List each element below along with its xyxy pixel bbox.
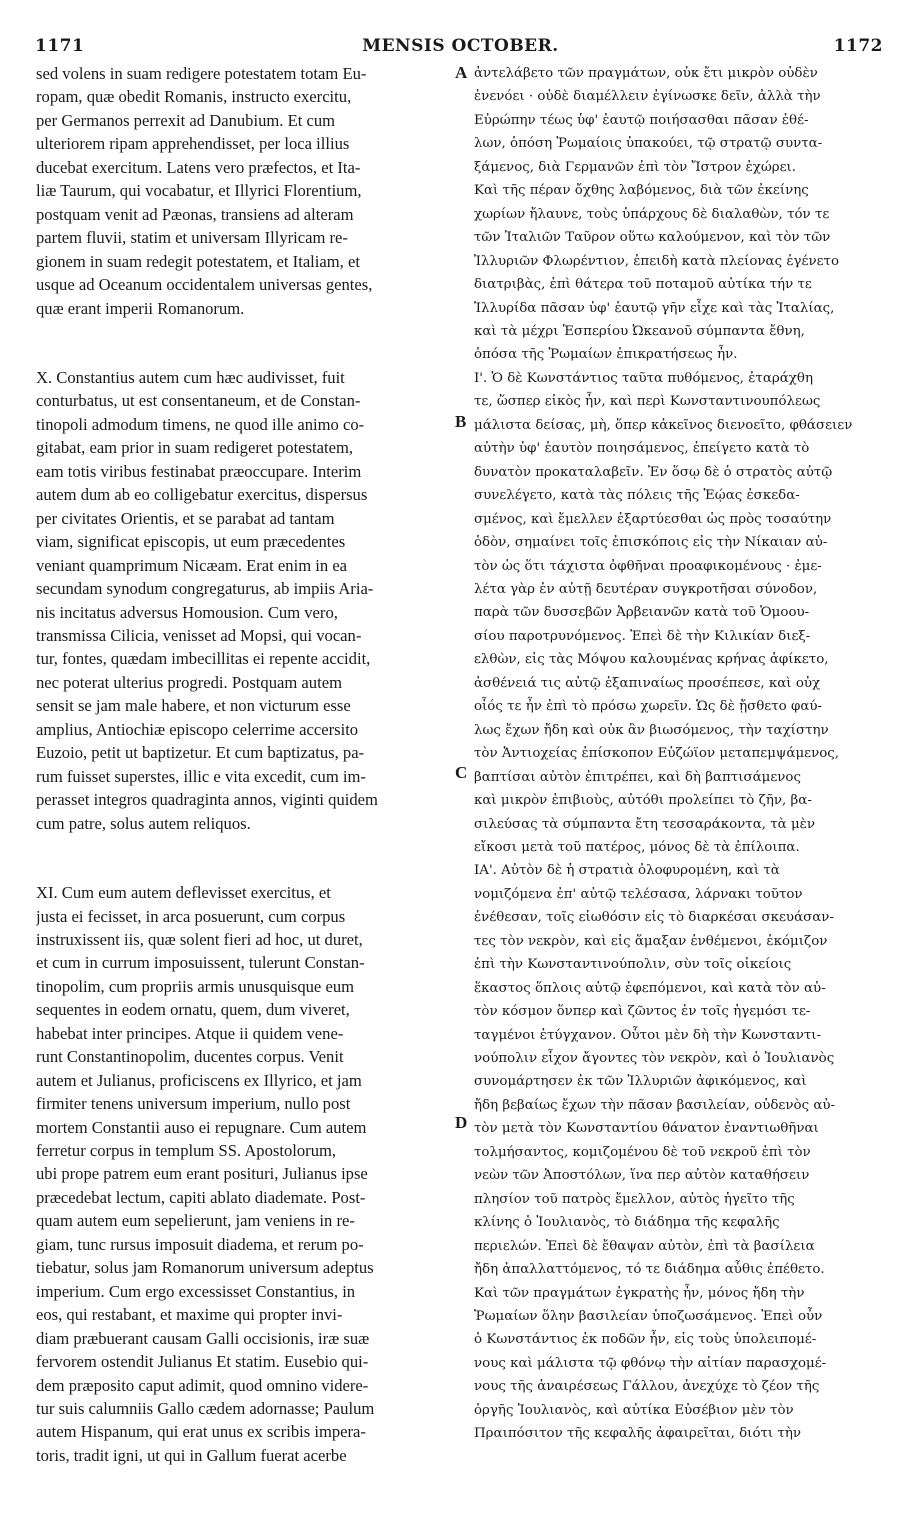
text-line: ξάμενος, διὰ Γερμανῶν ἐπὶ τὸν Ἴστρον ἐχώρει. xyxy=(474,159,797,175)
text-line: τὸν κόσμον ὅνπερ καὶ ζῶντος ἐν τοῖς ἡγεμόσι τε- xyxy=(474,1004,811,1020)
text-line: eos, qui restabant, et maxime qui propter invi- xyxy=(36,1305,343,1325)
text-line: διατριβὰς, ἐπὶ θάτερα τοῦ ποταμοῦ αὐτίκα τήν τε xyxy=(474,277,812,293)
text-line: quæ erant imperii Romanorum. xyxy=(36,298,245,318)
greek-column xyxy=(474,62,886,1446)
text-line: nis incitatus adversus Homousion. Cum vero, xyxy=(36,602,338,622)
text-line: Ἰλλυριῶν Φλωρέντιον, ἐπειδὴ κατὰ πλείονας ἐγένετο xyxy=(474,253,840,269)
text-line: σμένος, καὶ ἔμελλεν ἐξαρτύεσθαι ὡς πρὸς τοσαύτην xyxy=(474,511,832,527)
text-line: παρὰ τῶν δυσσεβῶν Ἀρβειανῶν κατὰ τοῦ Ὁμοου- xyxy=(474,605,810,621)
text-line: partem fluvii, statim et universam Illyricam re- xyxy=(36,228,348,248)
margin-letter-a: A xyxy=(455,63,468,82)
text-line: Καὶ τῆς πέραν ὄχθης λαβόμενος, διὰ τῶν ἐκείνης xyxy=(474,183,809,199)
page-header xyxy=(0,36,921,58)
text-line: firmiter tenens universum imperium, nullo post xyxy=(36,1094,351,1114)
text-line: λων, ὁπόση Ῥωμαίοις ὑπακούει, τῷ στρατῷ συντα- xyxy=(474,136,823,152)
text-line: χωρίων ἤλαυνε, τοὺς ὑπάρχους δὲ διαλαθὼν, τόν τε xyxy=(474,206,830,222)
text-line: instruxissent iis, quæ solent fieri ad hoc, ut duret, xyxy=(36,929,363,949)
text-line: νους καὶ μάλιστα τῷ φθόνῳ τὴν αἰτίαν παρασχομέ- xyxy=(474,1355,827,1371)
text-line: autem Hispanum, qui erat unus ex scribis impera- xyxy=(36,1422,366,1442)
text-line: tinopolim, cum propriis armis unusquisque eum xyxy=(36,976,355,996)
text-line: conturbatus, ut est consentaneum, et de Constan- xyxy=(36,391,361,411)
text-line: cum patre, solus autem reliquos. xyxy=(36,813,251,833)
latin-column xyxy=(36,62,454,1467)
text-line: gitabat, eam prior in suam redigeret potestatem, xyxy=(36,438,354,458)
text-line: ferretur corpus in templum SS. Apostolorum, xyxy=(36,1141,337,1161)
text-line: sequentes in eodem ornatu, quem, dum viveret, xyxy=(36,1000,350,1020)
text-line: τες τὸν νεκρὸν, καὶ εἰς ἅμαξαν ἐνθέμενοι, ἐκόμιζον xyxy=(474,933,828,949)
text-line: rum fuisset superstes, illic e vita excedit, cum im- xyxy=(36,766,366,786)
text-line: ἐνενόει · οὐδὲ διαμέλλειν ἐγίνωσκε δεῖν, ἀλλὰ τὴν xyxy=(474,89,821,105)
text-line: ΙΑ'. Αὐτὸν δὲ ἡ στρατιὰ ὀλοφυρομένη, καὶ τὰ xyxy=(474,863,780,879)
text-line: ἀντελάβετο τῶν πραγμάτων, οὐκ ἔτι μικρὸν οὐδὲν xyxy=(474,66,818,81)
text-line: tur, fontes, quædam imbecillitas ei repente accidit, xyxy=(36,649,371,669)
text-line: εἴκοσι μετὰ τοῦ πατέρος, μόνος δὲ τὰ ἐπίλοιπα. xyxy=(474,839,800,855)
text-line: diam præbuerant causam Galli occisionis, iræ suæ xyxy=(36,1328,370,1348)
text-line: τῶν Ἰταλιῶν Ταῦρον οὕτω καλούμενον, καὶ τὸν τῶν xyxy=(474,230,831,246)
text-line: κλίνης ὁ Ἰουλιανὸς, τὸ διάδημα τῆς κεφαλῆς xyxy=(474,1215,780,1231)
text-line: nec poterat ulterius progredi. Postquam autem xyxy=(36,672,342,692)
text-line: perasset integros quadraginta annos, viginti quidem xyxy=(36,790,378,810)
text-line: X. Constantius autem cum hæc audivisset, fuit xyxy=(36,367,345,387)
text-line: fervorem ostendit Julianus Et statim. Eusebio qui- xyxy=(36,1352,369,1372)
text-line: ropam, quæ obedit Romanis, instructo exercitu, xyxy=(36,87,352,107)
text-line: ἤδη ἀπαλλαττόμενος, τό τε διάδημα αὖθις ἐπέθετο. xyxy=(474,1262,825,1278)
latin-paragraph xyxy=(36,881,454,1467)
text-line: λέτα γὰρ ἐν αὐτῇ δευτέραν συγκροτῆσαι σύνοδον, xyxy=(474,581,818,597)
text-line: ὀργῆς Ἰουλιανὸς, καὶ αὐτίκα Εὐσέβιον μὲν τὸν xyxy=(474,1402,794,1418)
margin-letter-c: C xyxy=(455,763,468,782)
text-line: περιελών. Ἐπεὶ δὲ ἔθαψαν αὐτὸν, ἐπὶ τὰ βασίλεια xyxy=(474,1238,815,1254)
text-line: Πραιπόσιτον τῆς κεφαλῆς ἀφαιρεῖται, διότι τὴν xyxy=(474,1426,801,1442)
running-title: MENSIS OCTOBER. xyxy=(362,36,559,56)
text-line: ελθὼν, εἰς τὰς Μόψου καλουμένας κρήνας ἀφίκετο, xyxy=(474,652,829,668)
text-line: ulteriorem ripam apprehendisset, per loca illius xyxy=(36,134,350,154)
text-line: transmissa Cilicia, venisset ad Mopsi, qui vocan- xyxy=(36,625,362,645)
text-line: ὁδὸν, σημαίνει τοῖς ἐπισκόποις εἰς τὴν Νίκαιαν αὐ- xyxy=(474,535,828,551)
text-line: sensit se jam male habere, et non victurum esse xyxy=(36,696,351,716)
text-line: imperium. Cum ergo excessisset Constantius, in xyxy=(36,1281,356,1301)
text-line: tinopoli admodum timens, ne quod ille animo co- xyxy=(36,414,365,434)
text-line: τὸν ὡς ὅτι τάχιστα ὀφθῆναι προαφικομένους · ἐμε- xyxy=(474,558,822,574)
text-line: ταγμένοι ἐτύγχανον. Οὗτοι μὲν δὴ τὴν Κωνσταντι- xyxy=(474,1027,822,1043)
text-line: præcedebat lectum, capiti ablato diademate. Post- xyxy=(36,1187,366,1207)
text-line: νους τῆς ἀναιρέσεως Γάλλου, ἀνεχύχε τὸ ζέον τῆς xyxy=(474,1379,820,1395)
text-line: νομιζόμενα ἐπ' αὐτῷ τελέσασα, λάρνακι τοῦτον xyxy=(474,886,803,902)
text-line: ἐνέθεσαν, τοῖς εἰωθόσιν εἰς τὸ διαρκέσαι σκευάσαν- xyxy=(474,910,834,926)
text-line: Καὶ τῶν πραγμάτων ἐγκρατὴς ἦν, μόνος ἤδη τὴν xyxy=(474,1285,805,1301)
text-line: habebat inter principes. Atque ii quidem vene- xyxy=(36,1023,344,1043)
text-line: autem dum ab eo colligebatur exercitus, dispersus xyxy=(36,485,368,505)
text-line: καὶ τὰ μέχρι Ἑσπερίου Ὠκεανοῦ σύμπαντα ἔθνη, xyxy=(474,323,805,339)
text-line: XI. Cum eum autem deflevisset exercitus, et xyxy=(36,883,331,903)
text-line: toris, tradit igni, ut qui in Gallum fuerat acerbe xyxy=(36,1445,347,1465)
text-line: Εὐρώπην τέως ὑφ' ἑαυτῷ ποιήσασθαι πᾶσαν ἐθέ- xyxy=(474,112,809,128)
text-line: βαπτίσαι αὐτὸν ἐπιτρέπει, καὶ δὴ βαπτισάμενος xyxy=(474,769,801,785)
text-line: autem et Julianus, proficiscens ex Illyrico, et jam xyxy=(36,1070,362,1090)
text-line: σιλεύσας τὰ σύμπαντα ἔτη τεσσαράκοντα, τὰ μὲν xyxy=(474,816,816,832)
text-line: postquam venit ad Pæonas, transiens ad alteram xyxy=(36,204,354,224)
text-line: τολμήσαντος, κομιζομένου δὲ τοῦ νεκροῦ ἐπὶ τὸν xyxy=(474,1144,811,1160)
text-line: τὸν Ἀντιοχείας ἐπίσκοπον Εὐζώϊον μεταπεμψάμενος, xyxy=(474,746,840,762)
latin-paragraph xyxy=(36,366,454,835)
text-line: mortem Constantii auso ei repugnare. Cum autem xyxy=(36,1117,367,1137)
text-line: Euzoio, petit ut baptizetur. Et cum baptizatus, pa- xyxy=(36,743,365,763)
text-line: ducebat exercitum. Latens vero præfectos, et Ita- xyxy=(36,157,361,177)
text-line: ἤδη βεβαίως ἔχων τὴν πᾶσαν βασιλείαν, οὐδενὸς αὐ- xyxy=(474,1097,836,1113)
text-line: νούπολιν εἶχον ἄγοντες τὸν νεκρὸν, καὶ ὁ Ἰουλιανὸς xyxy=(474,1051,835,1067)
text-line: sed volens in suam redigere potestatem totam Eu- xyxy=(36,64,367,83)
text-line: σίου παροτρυνόμενος. Ἐπεὶ δὲ τὴν Κιλικίαν διεξ- xyxy=(474,628,811,644)
text-line: tiebatur, solus jam Romanorum universum adeptus xyxy=(36,1258,374,1278)
text-line: runt Constantinopolim, ducentes corpus. Venit xyxy=(36,1047,344,1067)
text-line: veniant quamprimum Nicæam. Erat enim in ea xyxy=(36,555,348,575)
text-line: λως ἔχων ἤδη καὶ οὐκ ἂν βιωσόμενος, τὴν ταχίστην xyxy=(474,722,829,738)
text-line: liæ Taurum, qui vocabatur, et Illyrici Florentium, xyxy=(36,181,362,201)
text-line: ὁ Κωνστάντιος ἐκ ποδῶν ἦν, εἰς τοὺς ὑπολειπομέ- xyxy=(474,1332,817,1348)
text-line: τε, ὥσπερ εἰκὸς ἦν, καὶ περὶ Κωνσταντινουπόλεως xyxy=(474,394,821,410)
margin-letter-b: B xyxy=(455,412,467,431)
text-line: viam, significat episcopis, ut eum præcedentes xyxy=(36,532,346,552)
text-line: Ῥωμαίων ὅλην βασιλείαν ὑποζωσάμενος. Ἐπεὶ οὖν xyxy=(474,1309,823,1325)
text-line: δυνατὸν προκαταλαβεῖν. Ἐν ὅσῳ δὲ ὁ στρατὸς αὐτῷ xyxy=(474,464,833,480)
text-line: Ι'. Ὁ δὲ Κωνστάντιος ταῦτα πυθόμενος, ἐταράχθη xyxy=(474,370,813,386)
text-line: gionem in suam redegit potestatem, et Italiam, et xyxy=(36,251,360,271)
text-line: νεὼν τῶν Ἀποστόλων, ἵνα περ αὐτὸν καταθήσειν xyxy=(474,1168,810,1184)
text-line: ὁπόσα τῆς Ῥωμαίων ἐπικρατήσεως ἦν. xyxy=(474,347,738,363)
greek-text xyxy=(474,62,886,1446)
text-line: et cum in currum imposuissent, tulerunt Constan- xyxy=(36,953,365,973)
text-line: per Germanos perrexit ad Danubium. Et cum xyxy=(36,110,336,130)
text-line: συνελέγετο, κατὰ τὰς πόλεις τῆς Ἑῴας ἐσκεδα- xyxy=(474,488,800,504)
text-line: Ἰλλυρίδα πᾶσαν ὑφ' ἑαυτῷ γῆν εἶχε καὶ τὰς Ἰταλίας, xyxy=(474,300,835,316)
text-line: giam, tunc rursus imposuit diadema, et rerum po- xyxy=(36,1234,364,1254)
text-line: οἷός τε ἦν ἐπὶ τὸ πρόσω χωρεῖν. Ὡς δὲ ᾔσθετο φαύ- xyxy=(474,699,823,715)
text-line: secundam synodum congregaturus, ab impiis Aria- xyxy=(36,579,374,599)
right-page-number: 1172 xyxy=(833,36,883,56)
text-line: μάλιστα δείσας, μὴ, ὅπερ κἀκεῖνος διενοεῖτο, φθάσειεν xyxy=(474,417,853,433)
text-line: usque ad Oceanum occidentalem universas gentes, xyxy=(36,275,373,295)
text-line: καὶ μικρὸν ἐπιβιοὺς, αὐτόθι προλείπει τὸ ζῆν, βα- xyxy=(474,793,812,809)
text-line: συνομάρτησεν ἐκ τῶν Ἰλλυριῶν ἀφικόμενος, καὶ xyxy=(474,1074,807,1090)
text-line: ἕκαστος ὅπλοις αὐτῷ ἑφεπόμενοι, καὶ κατὰ τὸν αὐ- xyxy=(474,980,826,996)
text-line: tur suis calumniis Gallo cædem adornasse; Paulum xyxy=(36,1399,375,1419)
text-line: ubi prope patrem eum erant posituri, Julianus ipse xyxy=(36,1164,368,1184)
latin-paragraph xyxy=(36,62,454,320)
text-line: quam autem eum sepelierunt, jam veniens in re- xyxy=(36,1211,355,1231)
text-line: ἐπὶ τὴν Κωνσταντινούπολιν, σὺν τοῖς οἰκείοις xyxy=(474,957,792,973)
text-line: dem præposito caput adimit, quod omnino videre- xyxy=(36,1375,369,1395)
text-line: ἀσθένειά τις αὐτῷ ἐξαπιναίως προσέπεσε, καὶ οὐχ xyxy=(474,675,821,691)
text-line: τὸν μετὰ τὸν Κωνσταντίου θάνατον ἐναντιωθῆναι xyxy=(474,1121,819,1137)
text-line: amplius, Antiochiæ episcopo celerrime accersito xyxy=(36,719,359,739)
left-page-number: 1171 xyxy=(35,36,85,56)
text-line: πλησίον τοῦ πατρὸς ἔμελλον, αὐτὸς ἡγεῖτο τῆς xyxy=(474,1191,795,1207)
text-line: eam totis viribus festinabat præoccupare. Interim xyxy=(36,461,362,481)
margin-letter-d: D xyxy=(455,1113,468,1132)
text-line: justa ei fecisset, in arca posuerunt, cum corpus xyxy=(36,906,346,926)
text-line: per civitates Orientis, et se parabat ad tantam xyxy=(36,508,335,528)
text-line: αὐτὴν ὑφ' ἑαυτὸν ποιησάμενος, ἐπείγετο κατὰ τὸ xyxy=(474,441,810,457)
